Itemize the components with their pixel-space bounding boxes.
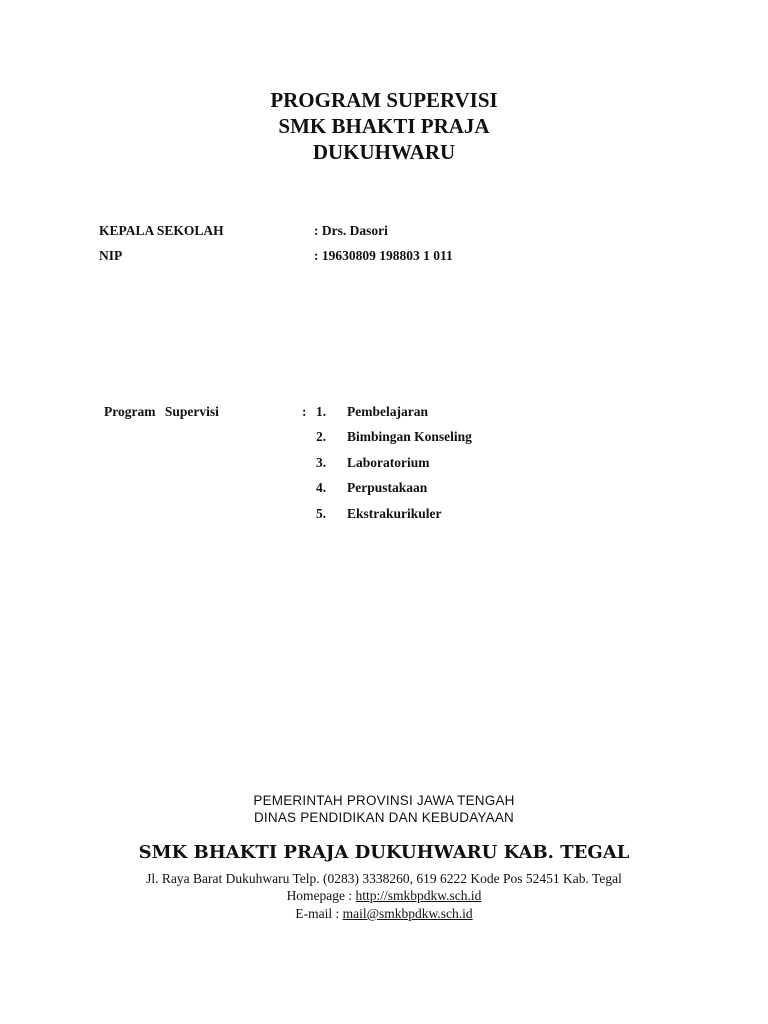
program-item: Pembelajaran <box>347 404 428 419</box>
program-item-number: 1. <box>316 404 327 419</box>
footer-email <box>0 906 768 922</box>
homepage-prefix: Homepage : <box>286 888 356 903</box>
footer-homepage <box>0 888 768 904</box>
footer-school-name: SMK BHAKTI PRAJA DUKUHWARU KAB. TEGAL <box>138 842 630 863</box>
email-prefix: E-mail : <box>295 906 343 921</box>
homepage-link[interactable]: http://smkbpdkw.sch.id <box>355 888 482 903</box>
footer-department: DINAS PENDIDIKAN DAN KEBUDAYAAN <box>253 810 514 825</box>
title-line-2: SMK BHAKTI PRAJA <box>278 114 490 138</box>
program-colon: : <box>302 404 307 419</box>
program-item-number: 2. <box>316 429 327 444</box>
principal-value: : Drs. Dasori <box>314 223 388 238</box>
program-item-number: 4. <box>316 480 327 495</box>
program-label: Program Supervisi <box>104 404 219 419</box>
footer-government: PEMERINTAH PROVINSI JAWA TENGAH <box>253 793 515 808</box>
principal-label: KEPALA SEKOLAH <box>99 223 224 238</box>
program-item: Ekstrakurikuler <box>347 506 442 521</box>
program-item-number: 3. <box>316 455 327 470</box>
email-link[interactable]: mail@smkbpdkw.sch.id <box>342 906 473 921</box>
title-line-1: PROGRAM SUPERVISI <box>270 88 498 112</box>
program-item: Bimbingan Konseling <box>347 429 472 444</box>
program-item: Laboratorium <box>347 455 430 470</box>
footer-address: Jl. Raya Barat Dukuhwaru Telp. (0283) 3338260, 619 6222 Kode Pos 52451 Kab. Tegal <box>146 871 622 886</box>
nip-label: NIP <box>99 248 123 263</box>
nip-value: : 19630809 198803 1 011 <box>314 248 453 263</box>
program-item-number: 5. <box>316 506 327 521</box>
program-item: Perpustakaan <box>347 480 428 495</box>
title-line-3: DUKUHWARU <box>312 140 456 164</box>
